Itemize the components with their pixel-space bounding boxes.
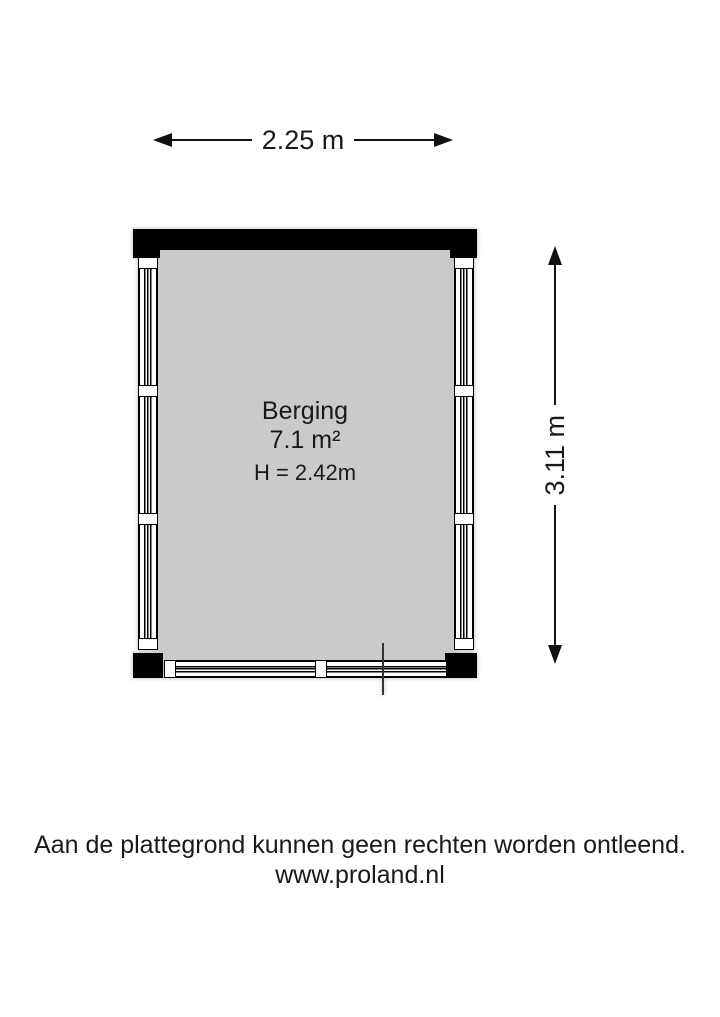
floorplan-drawing <box>133 229 477 678</box>
arrow-up-icon <box>548 246 562 265</box>
arrow-down-icon <box>548 645 562 664</box>
dimension-line <box>554 265 556 405</box>
corner-block-top-right <box>450 229 477 258</box>
window-divider <box>138 385 158 397</box>
footer <box>0 830 720 890</box>
bottom-window-wall <box>164 660 446 678</box>
window-divider <box>315 660 327 678</box>
arrow-right-icon <box>434 133 453 147</box>
arrow-left-icon <box>153 133 172 147</box>
room-area: 7.1 m² <box>269 426 341 454</box>
dimension-line <box>554 505 556 645</box>
width-dimension <box>153 126 453 154</box>
height-dimension-label: 3.11 m <box>540 414 570 496</box>
window-divider <box>164 660 176 678</box>
window-divider <box>454 638 474 650</box>
window-divider <box>138 638 158 650</box>
window-divider <box>138 513 158 525</box>
corner-block-top-left <box>133 229 160 258</box>
height-dimension <box>541 246 569 664</box>
corner-block-bottom-right <box>445 653 477 678</box>
room-ceiling-height: H = 2.42m <box>253 460 357 485</box>
corner-block-bottom-left <box>133 653 163 678</box>
room-label <box>133 397 477 486</box>
window-divider <box>454 513 474 525</box>
window-divider <box>454 257 474 269</box>
top-wall <box>133 229 477 250</box>
width-dimension-label: 2.25 m <box>261 125 345 155</box>
website-text: www.proland.nl <box>275 861 445 889</box>
window-divider <box>138 257 158 269</box>
room-name: Berging <box>261 397 349 425</box>
disclaimer-text: Aan de plattegrond kunnen geen rechten worden ontleend. <box>34 831 686 859</box>
dimension-line <box>354 139 434 141</box>
door-opening-line <box>382 643 384 695</box>
window-divider <box>454 385 474 397</box>
dimension-line <box>172 139 252 141</box>
